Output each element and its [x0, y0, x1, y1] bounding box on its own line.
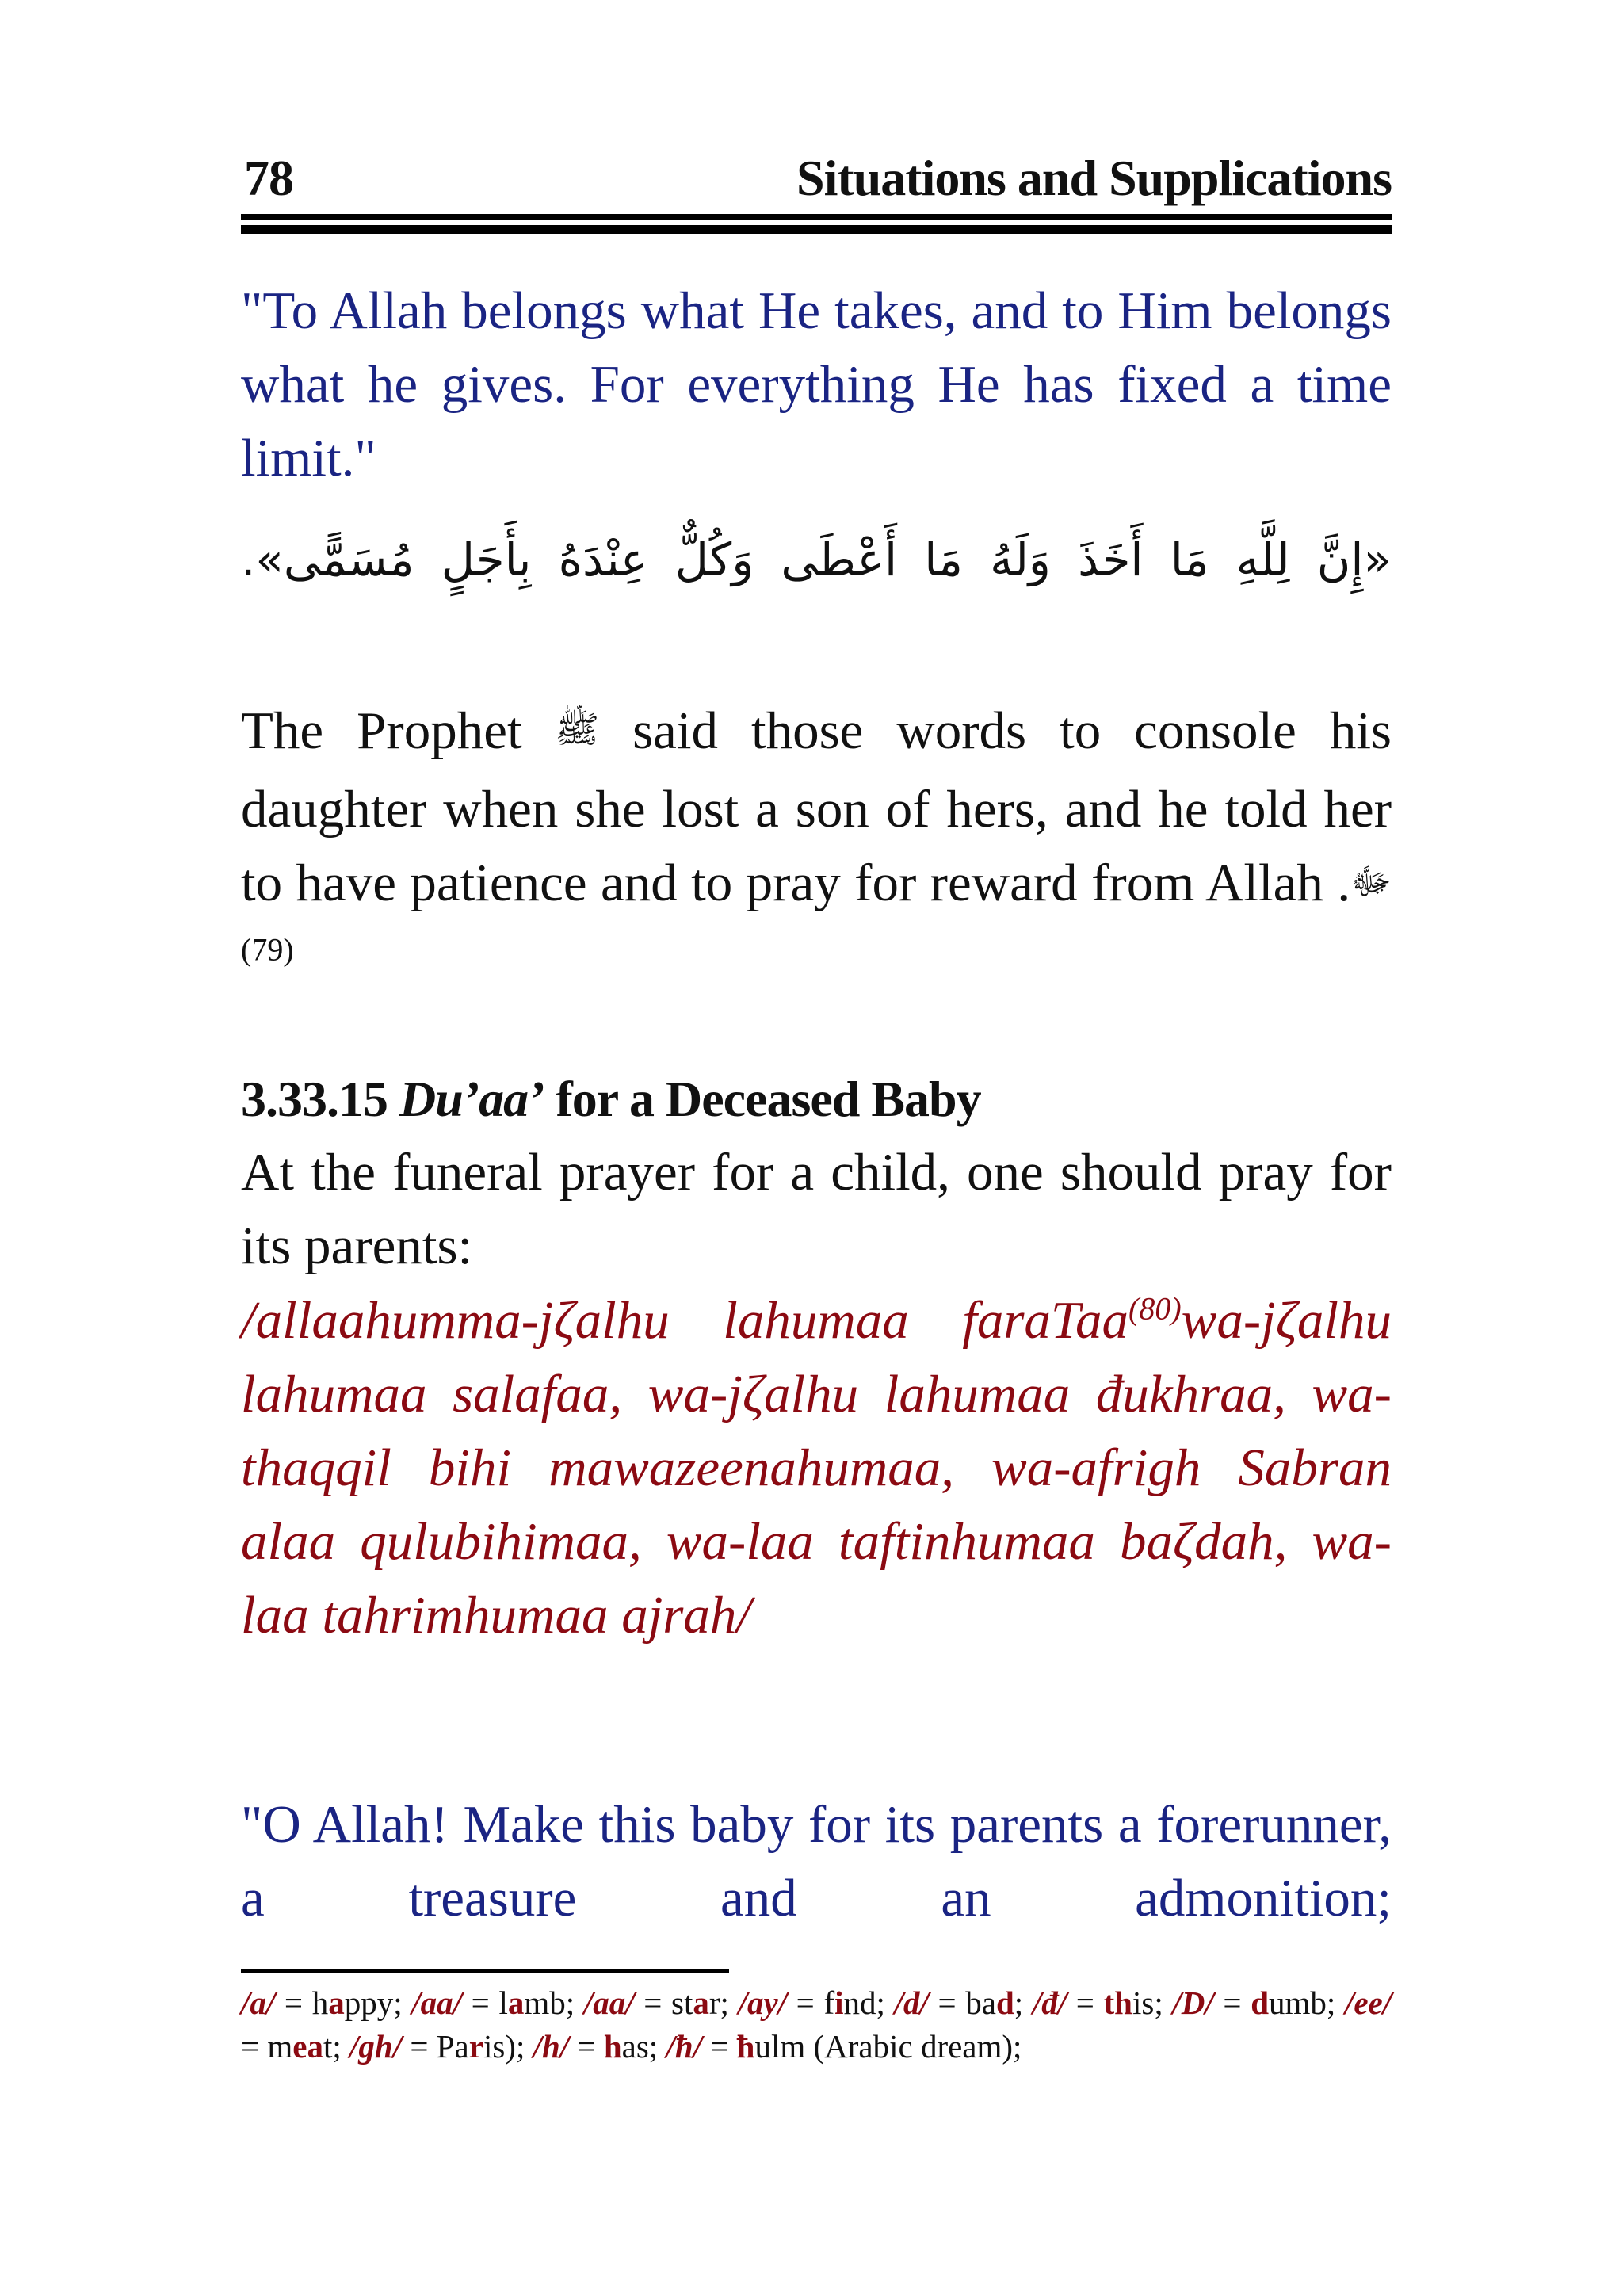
footnote-example-post: ppy;	[344, 1985, 403, 2021]
footnote-key: /đ/	[1032, 1985, 1067, 2021]
footnote-block	[241, 1981, 1392, 2069]
footnote-example-pre: l	[498, 1985, 508, 2021]
footnote-key: /gh/	[349, 2028, 403, 2065]
section-block	[241, 1062, 1392, 1283]
footnote-equals: =	[928, 1985, 966, 2021]
section-number: 3.33.15	[241, 1071, 388, 1127]
quote-arabic-block	[241, 523, 1392, 597]
salutation-icon: ﷺ	[555, 709, 600, 750]
context-paragraph	[241, 694, 1392, 999]
transliteration-block	[241, 1284, 1392, 1652]
footnote-entry	[1033, 1985, 1163, 2021]
transliteration-part-1: /allaahumma-jζalhu lahumaa faraTaa	[241, 1291, 1128, 1350]
footnote-key: /D/	[1172, 1985, 1214, 2021]
footnote-example-post: nd;	[843, 1985, 885, 2021]
footnote-entry	[895, 1985, 1024, 2021]
header-rule-thick	[241, 225, 1392, 234]
footnote-key: /aa/	[411, 1985, 463, 2021]
running-header	[241, 149, 1392, 212]
quote-english: "To Allah belongs what He takes, and to Him belongs what he gives. For everything He has fixed a time limit."	[241, 281, 1392, 487]
footnote-example-highlight: th	[1103, 1985, 1132, 2021]
footnote-example-highlight: h	[603, 2028, 622, 2065]
footnote-ref-80: (80)	[1128, 1290, 1182, 1327]
footnote-equals: =	[1067, 1985, 1104, 2021]
footnote-example-highlight: a	[328, 1985, 345, 2021]
footnote-key: /ay/	[738, 1985, 788, 2021]
footnote-key: /d/	[894, 1985, 929, 2021]
footnote-key: /ee/	[1344, 1985, 1392, 2021]
footnote-key: /aa/	[583, 1985, 635, 2021]
header-rule-thin	[241, 214, 1392, 220]
footnote-equals: =	[1213, 1985, 1251, 2021]
footnote-rule	[241, 1969, 729, 1973]
footnote-entry	[584, 1985, 729, 2021]
translation-block	[241, 1788, 1392, 1935]
quote-arabic: «إِنَّ لِلَّهِ مَا أَخَذَ وَلَهُ مَا أَعْطَى وَكُلٌّ عِنْدَهُ بِأَجَلٍ مُسَمًّى».	[241, 533, 1392, 586]
translation-text: "O Allah! Make this baby for its parents a forerunner, a treasure and an admonition;	[241, 1795, 1392, 1927]
footnote-entry	[411, 1985, 575, 2021]
footnote-entry	[241, 1985, 403, 2021]
footnote-example-highlight: r	[468, 2028, 483, 2065]
footnote-example-highlight: a	[507, 1985, 525, 2021]
context-text-2: said those words to console his daughter when she lost a son of hers, and he told her to have patience and to pray for reward from Allah	[241, 701, 1392, 912]
footnote-example-pre: st	[671, 1985, 693, 2021]
footnote-entry	[349, 2028, 525, 2065]
footnote-equals: =	[402, 2028, 437, 2065]
footnote-example-post: ulm (Arabic dream);	[754, 2028, 1022, 2065]
footnote-key: /a/	[241, 1985, 276, 2021]
context-text-1: The Prophet	[241, 701, 522, 760]
footnote-equals: =	[702, 2028, 737, 2065]
footnote-entry	[1172, 1985, 1335, 2021]
section-intro: At the funeral prayer for a child, one should pray for its parents:	[241, 1143, 1392, 1275]
footnote-key: /ħ/	[666, 2028, 703, 2065]
page-number: 78	[244, 150, 293, 206]
footnote-example-pre: ba	[965, 1985, 996, 2021]
footnote-equals: =	[634, 1985, 671, 2021]
footnote-example-highlight: ħ	[736, 2028, 755, 2065]
footnote-entry	[533, 2028, 659, 2065]
footnote-equals: =	[787, 1985, 824, 2021]
footnote-example-pre: f	[823, 1985, 835, 2021]
glorification-icon: ﷻ	[1350, 861, 1392, 902]
footnote-equals: =	[462, 1985, 499, 2021]
footnote-example-post: as;	[621, 2028, 659, 2065]
footnote-example-post: is;	[1132, 1985, 1163, 2021]
footnote-key: /h/	[533, 2028, 570, 2065]
section-heading	[241, 1062, 1392, 1136]
footnote-example-pre: m	[267, 2028, 293, 2065]
footnote-example-post: umb;	[1269, 1985, 1336, 2021]
footnote-example-highlight: ea	[292, 2028, 323, 2065]
footnote-example-pre: h	[311, 1985, 329, 2021]
section-title-italic: Du’aa’	[399, 1071, 544, 1127]
footnote-entry	[739, 1985, 885, 2021]
footnote-equals: =	[569, 2028, 604, 2065]
context-end: .	[1337, 854, 1351, 912]
quote-translation	[241, 274, 1392, 495]
footnote-example-highlight: d	[1251, 1985, 1269, 2021]
footnote-example-post: ;	[1014, 1985, 1024, 2021]
footnote-example-highlight: d	[995, 1985, 1014, 2021]
footnote-example-highlight: a	[693, 1985, 709, 2021]
section-title-rest: for a Deceased Baby	[556, 1071, 981, 1127]
footnote-example-post: mb;	[524, 1985, 575, 2021]
footnote-example-post: r;	[708, 1985, 729, 2021]
footnote-equals: =	[241, 2028, 268, 2065]
footnote-entry	[666, 2028, 1022, 2065]
footnote-example-highlight: i	[834, 1985, 844, 2021]
footnote-ref-79: (79)	[241, 931, 294, 968]
footnote-example-pre: Pa	[436, 2028, 469, 2065]
book-title: Situations and Supplications	[796, 150, 1392, 206]
footnote-text	[241, 1981, 1392, 2069]
transliteration-part-2: wa-jζalhu lahumaa salafaa, wa-jζalhu lahumaa đukhraa, wa-thaqqil bihi mawazeenahumaa, wa-afrigh Sabran alaa qulubihimaa, wa-laa taftinhumaa baζdah, wa-laa tahrimhumaa ajrah/	[241, 1291, 1392, 1645]
footnote-example-post: t;	[323, 2028, 342, 2065]
footnote-equals: =	[275, 1985, 312, 2021]
footnote-example-post: is);	[483, 2028, 525, 2065]
